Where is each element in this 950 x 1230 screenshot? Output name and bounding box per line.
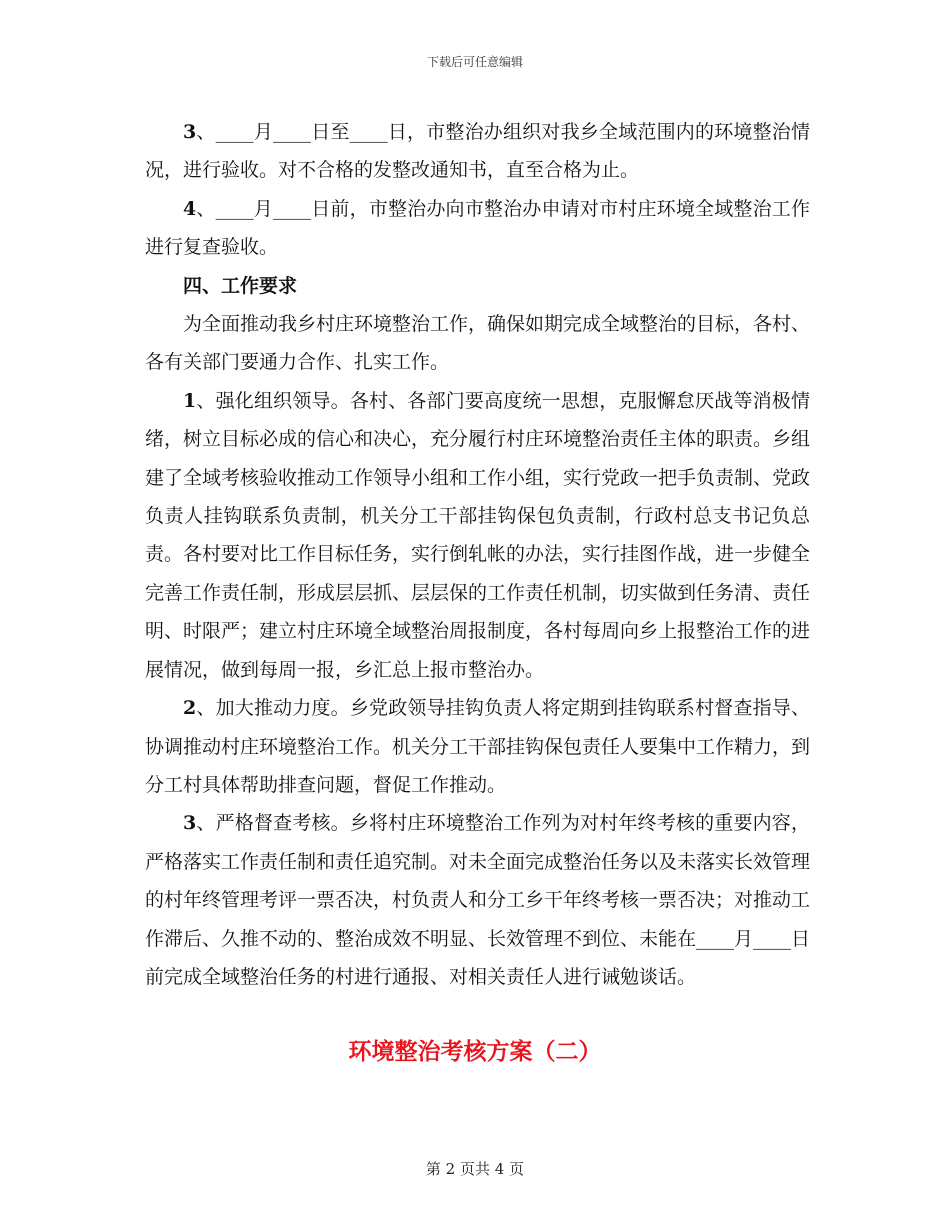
paragraph-text: 、____月____日至____日，市整治办组织对我乡全域范围内的环境整治情况，进行验收。对不合格的发整改通知书，直至合格为止。 — [145, 121, 810, 182]
item-number: 3 — [183, 121, 197, 143]
document-body — [145, 113, 810, 996]
paragraph-item-4 — [145, 190, 810, 267]
paragraph-requirement-2 — [145, 689, 810, 804]
item-number: 2 — [183, 697, 197, 720]
paragraph-text: 、____月____日前，市整治办向市整治办申请对市村庄环境全域整治工作进行复查验收。 — [145, 197, 810, 259]
section-title: 环境整治考核方案（二） — [348, 1038, 602, 1065]
paragraph-text: 、加大推动力度。乡党政领导挂钩负责人将定期到挂钩联系村督查指导、协调推动村庄环境整治工作。机关分工干部挂钩保包责任人要集中工作精力，到分工村具体帮助排查问题，督促工作推动。 — [145, 697, 811, 796]
page-header: 下载后可任意编辑 — [426, 55, 523, 69]
paragraph-requirement-3 — [145, 804, 810, 996]
paragraph-text: 、严格督查考核。乡将村庄环境整治工作列为对村年终考核的重要内容，严格落实工作责任制和责任追究制。对未全面完成整治任务以及未落实长效管理的村年终管理考评一票否决，村负责人和分工乡干年终考核一票否决；对推动工作滞后、久推不动的、整治成效不明显、长效管理不到位、未能在____月____日前完成全域整治任务的村进行通报、对相关责任人进行诫勉谈话。 — [145, 812, 811, 988]
section-heading-work-requirements: 四、工作要求 — [183, 274, 298, 297]
item-number: 3 — [183, 812, 197, 835]
item-number: 4 — [183, 197, 197, 220]
paragraph-item-3 — [145, 113, 810, 190]
paragraph-text: 、强化组织领导。各村、各部门要高度统一思想，克服懈怠厌战等消极情绪，树立目标必成的信心和决心，充分履行村庄环境整治责任主体的职责。乡组建了全域考核验收推动工作领导小组和工作小组，实行党政一把手负责制、党政负责人挂钩联系负责制，机关分工干部挂钩保包负责制，行政村总支书记负总责。各村要对比工作目标任务，实行倒轧帐的办法，实行挂图作战，进一步健全完善工作责任制，形成层层抓、层层保的工作责任机制，切实做到任务清、责任明、时限严；建立村庄环境全域整治周报制度，各村每周向乡上报整治工作的进展情况，做到每周一报，乡汇总上报市整治办。 — [145, 389, 811, 681]
page-footer: 第 2 页共 4 页 — [425, 1160, 525, 1178]
paragraph-requirement-1 — [145, 382, 810, 689]
paragraph-intro: 为全面推动我乡村庄环境整治工作，确保如期完成全域整治的目标，各村、各有关部门要通力合作、扎实工作。 — [145, 313, 811, 374]
item-number: 1 — [183, 389, 197, 412]
